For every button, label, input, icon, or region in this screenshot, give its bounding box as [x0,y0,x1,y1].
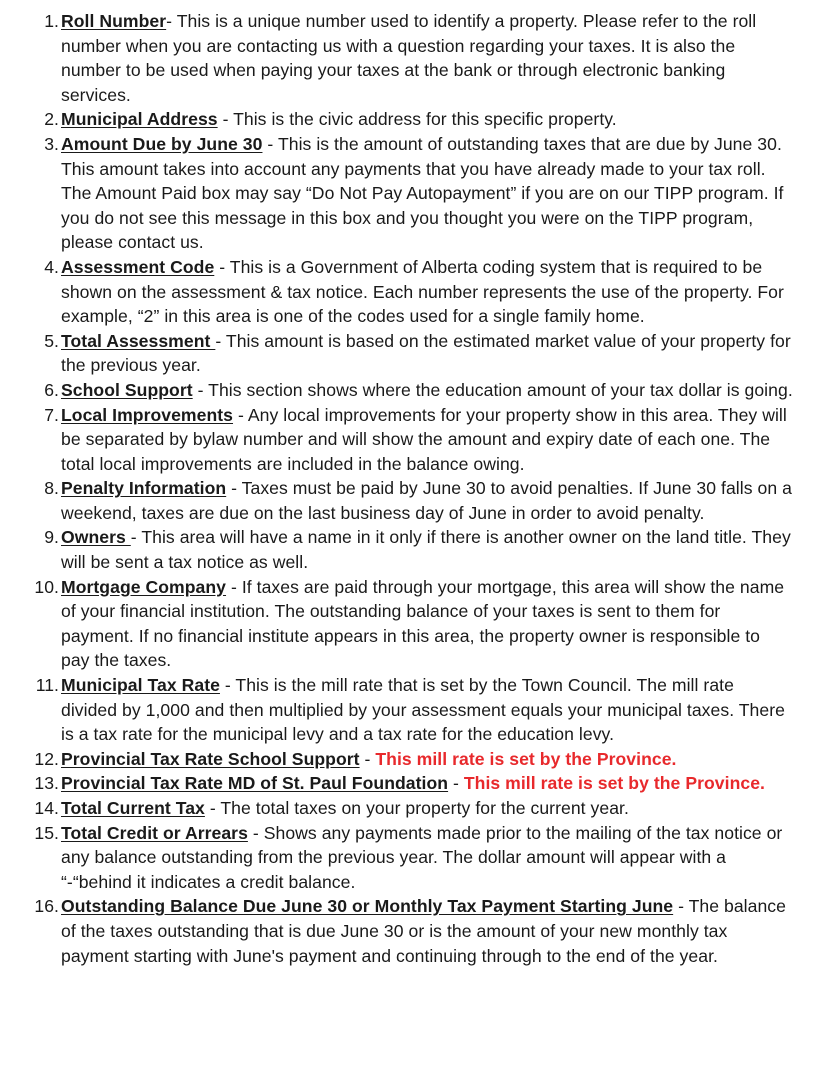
item-separator: - [448,773,464,794]
list-item [0,796,793,821]
item-number: 2. [44,109,59,130]
item-separator: - [166,11,177,31]
list-item [0,894,793,968]
item-term: School Support [61,379,193,400]
item-term: Municipal Address [61,109,218,130]
item-description-highlight: This mill rate is set by the Province. [463,773,765,794]
item-number: 5. [44,330,59,351]
item-description: This is a unique number used to identify a property. Please refer to the roll number when you are contacting us with a question regarding your taxes. It is also the number to be used when paying your taxes at the bank or through electronic banking services. [61,11,757,105]
item-number: 16. [34,896,59,917]
item-number: 4. [44,256,59,277]
item-description: If taxes are paid through your mortgage, this area will show the name of your financial institution. The outstanding balance of your taxes is sent to them for payment. If no financial institute appears in this area, the property owner is responsible to pay the taxes. [61,576,785,671]
list-item [0,107,793,132]
list-item [0,673,793,747]
item-description: This section shows where the education amount of your tax dollar is going. [208,379,793,400]
item-separator: - [226,478,242,499]
item-separator: - [233,404,248,425]
list-item [0,747,793,772]
item-term: Roll Number [61,11,167,31]
list-item [0,403,793,477]
item-separator: - [673,896,689,917]
list-item [0,476,793,525]
item-number: 7. [44,404,59,425]
list-item [0,255,793,329]
item-number: 9. [44,527,59,548]
item-number: 14. [34,798,59,818]
item-term: Assessment Code [61,256,215,277]
item-separator: - [217,109,234,130]
item-number: 13. [34,773,59,794]
item-number: 1. [44,11,59,31]
item-description: This amount is based on the estimated market value of your property for the previous year. [61,330,791,376]
list-item [0,821,793,895]
item-term: Local Improvements [61,404,234,425]
tax-notice-legend-list [0,9,793,968]
list-item [0,575,793,673]
item-description: Taxes must be paid by June 30 to avoid penalties. If June 30 falls on a weekend, taxes are due on the last business day of June in order to avoid penalty. [61,478,792,523]
item-separator: - [204,798,221,818]
item-number: 3. [44,133,59,154]
item-separator: - [215,330,226,351]
list-item [0,378,793,403]
item-term: Total Current Tax [61,798,205,818]
item-description: The balance of the taxes outstanding that is due June 30 or is the amount of your new monthly tax payment starting with June's payment and continuing through to the end of the year. [61,896,786,966]
item-term: Amount Due by June 30 [61,133,263,154]
item-description-highlight: This mill rate is set by the Province. [375,748,677,769]
item-separator: - [219,675,236,696]
item-number: 15. [34,822,59,843]
item-term: Outstanding Balance Due June 30 or Monthly Tax Payment Starting June [61,896,674,917]
item-term: Penalty Information [61,478,227,499]
item-description: The total taxes on your property for the current year. [220,798,629,818]
item-description: Any local improvements for your property show in this area. They will be separated by bylaw number and will show the amount and expiry date of each one. The total local improvements are included in the balance owing. [61,404,787,474]
item-description: This is the amount of outstanding taxes that are due by June 30. This amount takes into account any payments that you have already made to your tax roll. The Amount Paid box may say “Do Not Pay Autopayment” if you are on our TIPP program. If you do not see this message in this box and you thought you were on the TIPP program, please contact us. [61,133,784,253]
item-term: Owners [61,527,131,548]
item-term: Total Assessment [61,330,216,351]
item-number: 8. [44,478,59,499]
item-term: Provincial Tax Rate MD of St. Paul Foundation [61,773,449,794]
item-separator: - [262,133,278,154]
item-separator: - [359,748,376,769]
list-item [0,329,793,378]
item-separator: - [214,256,230,277]
item-separator: - [247,822,264,843]
item-description: This is the civic address for this specific property. [233,109,617,130]
item-description: This area will have a name in it only if there is another owner on the land title. They will be sent a tax notice as well. [61,527,791,573]
item-description: Shows any payments made prior to the mailing of the tax notice or any balance outstanding from the previous year. The dollar amount will appear with a “-“behind it indicates a credit balance. [61,822,783,892]
item-term: Provincial Tax Rate School Support [61,748,360,769]
item-number: 6. [44,379,59,400]
item-description: This is the mill rate that is set by the Town Council. The mill rate divided by 1,000 and then multiplied by your assessment equals your municipal taxes. There is a tax rate for the municipal levy and a tax rate for the education levy. [61,675,785,745]
list-item [0,771,793,796]
item-term: Total Credit or Arrears [61,822,248,843]
item-number: 11. [35,675,59,696]
item-description: This is a Government of Alberta coding system that is required to be shown on the assessment & tax notice. Each number represents the use of the property. For example, “2” in this area is one of the codes used for a single family home. [61,256,784,327]
item-separator: - [226,576,242,597]
list-item [0,132,793,255]
item-number: 12. [34,748,59,769]
item-term: Mortgage Company [61,576,227,597]
item-separator: - [130,527,142,548]
list-item [0,525,793,574]
list-item [0,9,793,107]
item-term: Municipal Tax Rate [61,675,220,696]
item-number: 10. [34,576,59,597]
item-separator: - [192,379,209,400]
